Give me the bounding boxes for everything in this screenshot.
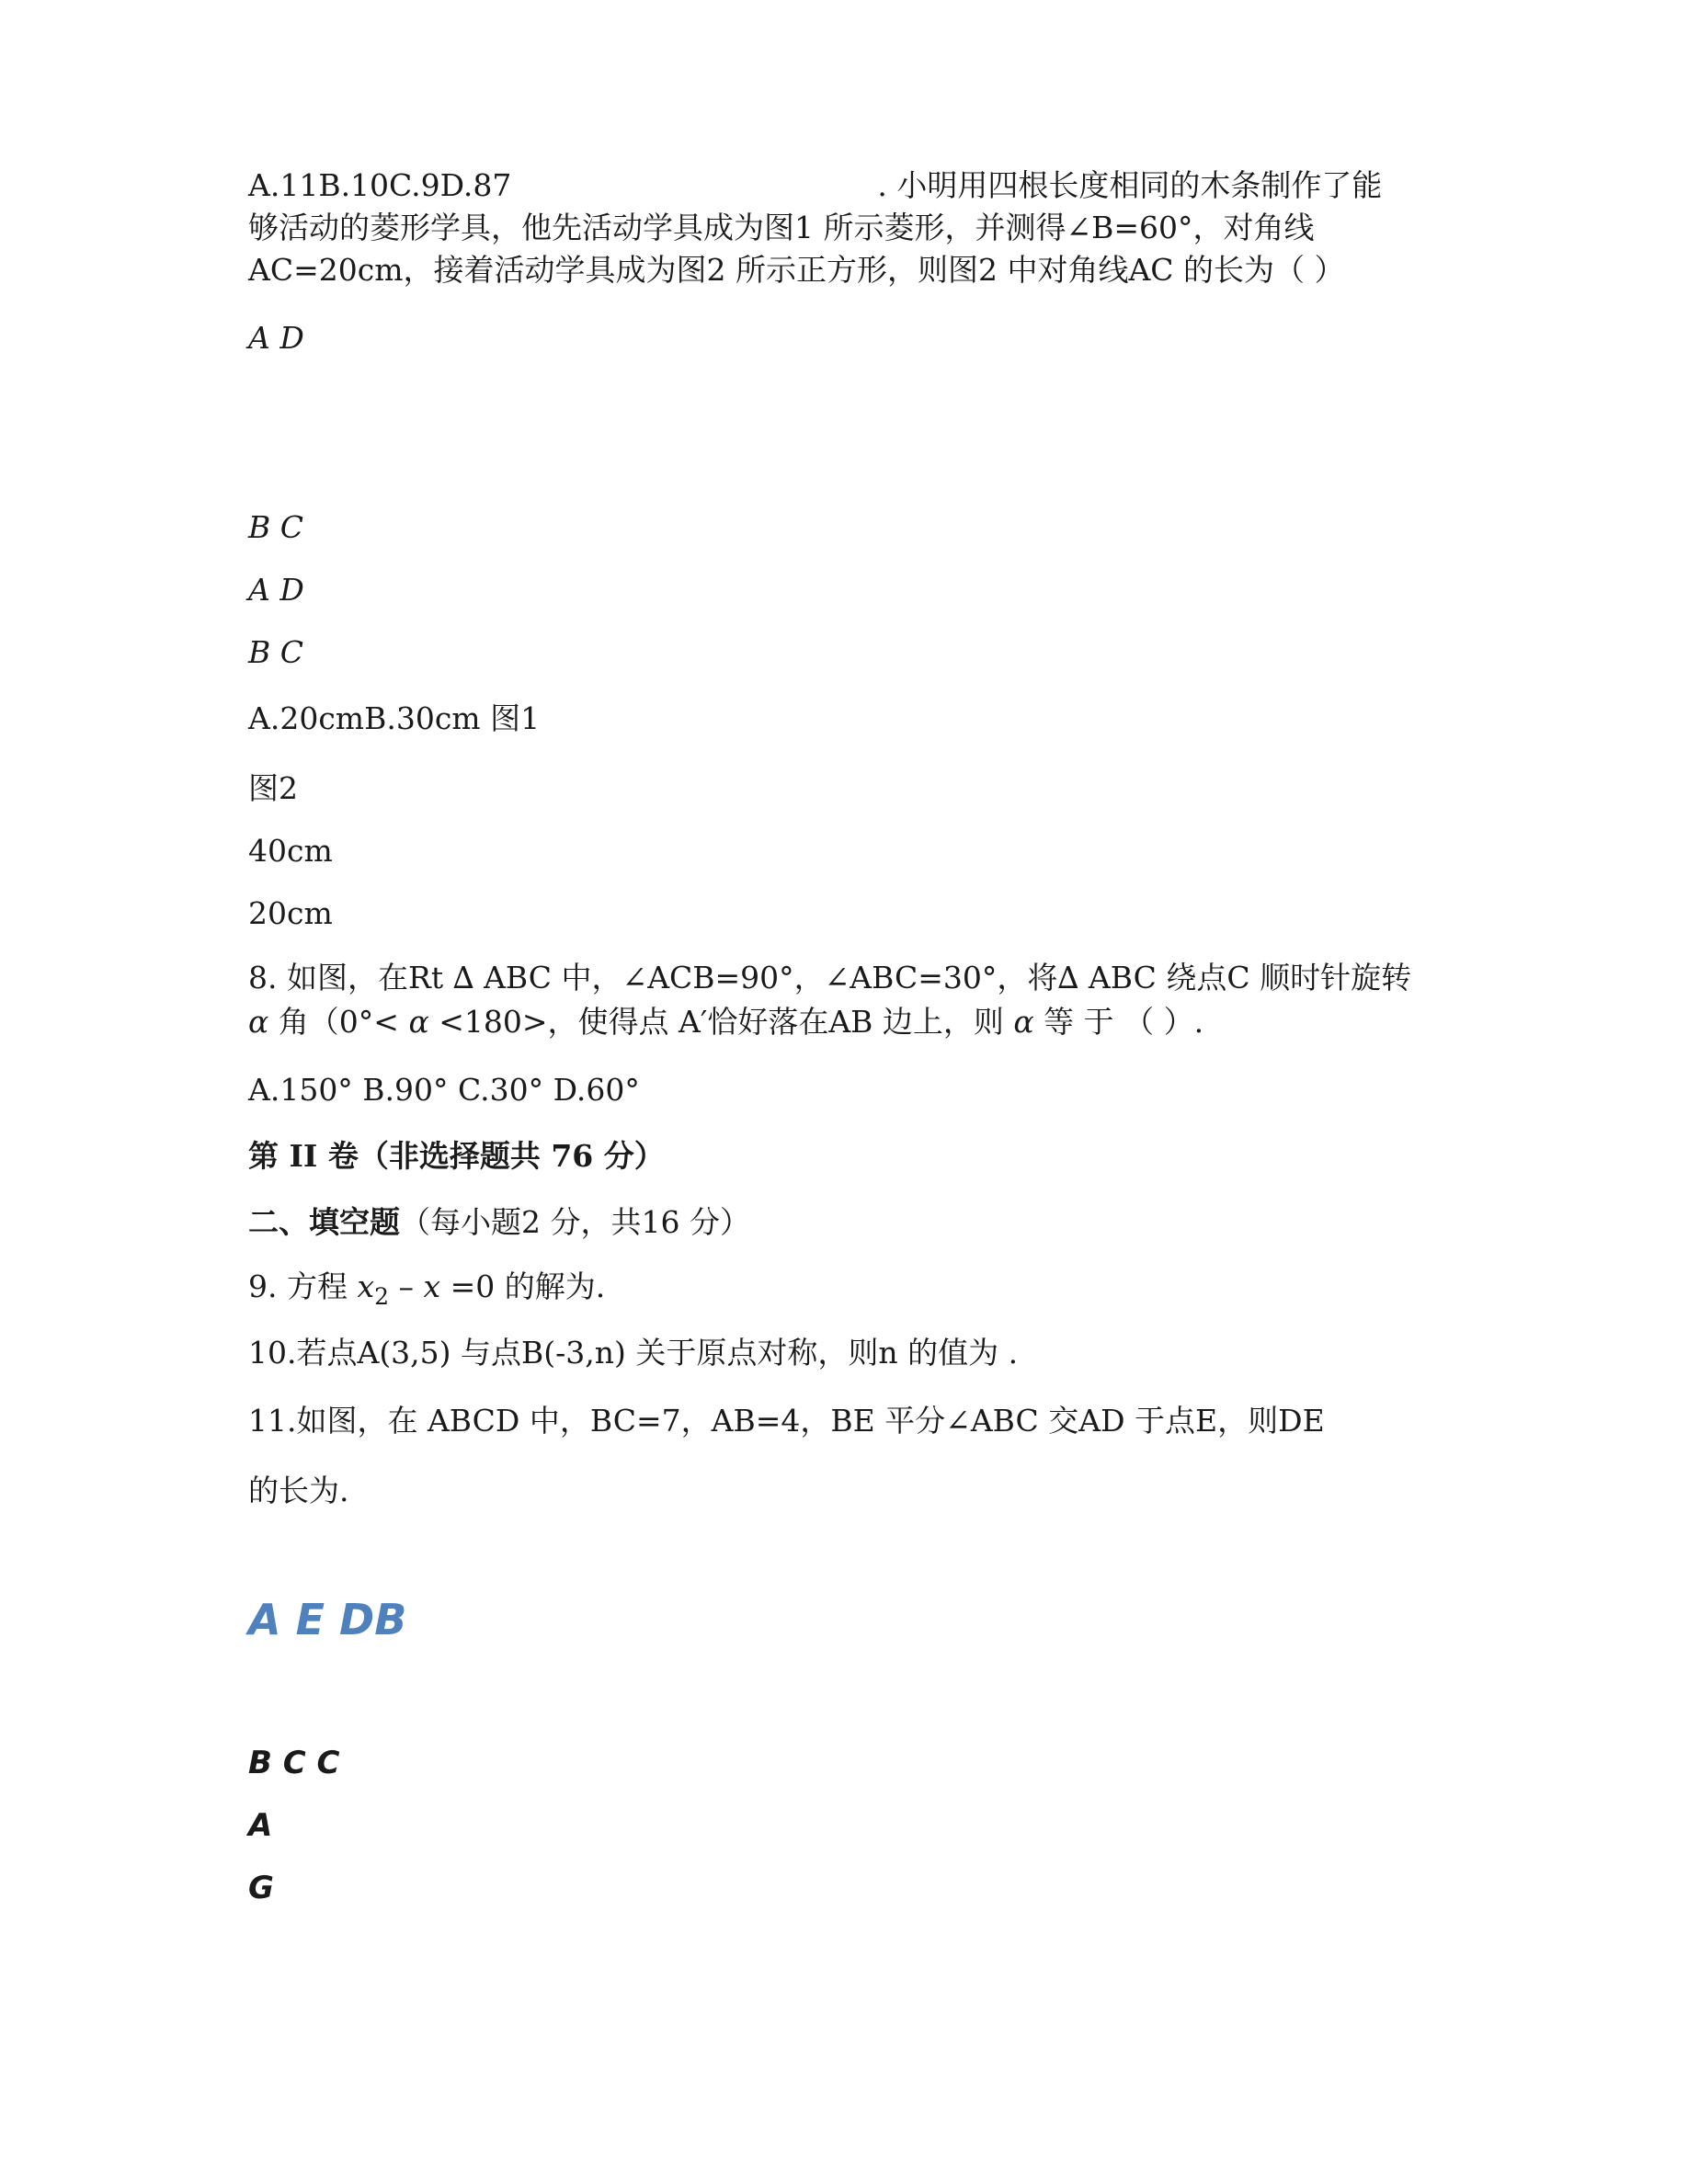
q8-options: A.150° B.90° C.30° D.60° xyxy=(248,1072,640,1108)
q11-line-2: 的长为. xyxy=(248,1473,349,1508)
q7-line-3: AC=20cm，接着活动学具成为图2 所示正方形，则图2 中对角线AC 的长为（ ） xyxy=(248,252,1345,288)
q7-text-1: . 小明用四根长度相同的木条制作了能 xyxy=(877,167,1383,203)
figure-row-3: G xyxy=(248,1870,274,1906)
fill-blank-heading xyxy=(248,1202,750,1243)
q8-line-2 xyxy=(248,1002,1203,1042)
fig1-bottom-labels: B C xyxy=(248,509,303,545)
figure-row-2: A xyxy=(248,1807,273,1844)
q7-line-2: 够活动的菱形学具，他先活动学具成为图1 所示菱形，并测得∠B=60°，对角线 xyxy=(248,210,1315,245)
fill-blank-info: （每小题2 分，共16 分） xyxy=(400,1204,750,1240)
fig2-caption: 图2 xyxy=(248,770,298,806)
fig2-top-labels: A D xyxy=(248,572,304,608)
q9-var: x xyxy=(357,1268,375,1304)
figure-top-labels: A E DB xyxy=(248,1595,407,1644)
q7-option-d: 20cm xyxy=(248,895,333,931)
q7-line-1 xyxy=(248,165,1382,206)
q7-options: A.20cmB.30cm 图1 xyxy=(248,700,541,736)
q7-option-c: 40cm xyxy=(248,833,333,869)
q9-minus: – xyxy=(389,1268,424,1304)
section-title: 第 II 卷（非选择题共 76 分） xyxy=(248,1138,665,1174)
fig2-bottom-labels: B C xyxy=(248,634,303,670)
q9-exponent: 2 xyxy=(374,1283,389,1310)
alpha-symbol: α xyxy=(408,1004,429,1040)
q9-var: x xyxy=(423,1268,441,1304)
q8-text-a: 角（0°< xyxy=(268,1004,409,1040)
q8-text-b: <180>，使得点 A′恰好落在AB 边上，则 xyxy=(428,1004,1014,1040)
q9-prefix: 9. 方程 xyxy=(248,1268,358,1304)
q10: 10.若点A(3,5) 与点B(-3,n) 关于原点对称，则n 的值为 . xyxy=(248,1335,1019,1371)
q11-line-1: 11.如图，在 ABCD 中，BC=7，AB=4，BE 平分∠ABC 交AD 于点E，则DE xyxy=(248,1403,1325,1439)
q9-suffix: =0 的解为. xyxy=(440,1268,606,1304)
fig1-top-labels: A D xyxy=(248,320,304,356)
q9 xyxy=(248,1267,605,1310)
alpha-symbol: α xyxy=(248,1004,269,1040)
figure-row-1: B C C xyxy=(248,1745,340,1781)
fill-blank-label: 二、填空题 xyxy=(248,1204,400,1240)
q8-text-c: 等 于 （ ）. xyxy=(1033,1004,1204,1040)
q8-line-1: 8. 如图，在Rt ∆ ABC 中，∠ACB=90°，∠ABC=30°，将∆ ABC 绕点C 顺时针旋转 xyxy=(248,960,1412,995)
alpha-symbol: α xyxy=(1013,1004,1034,1040)
q6-options: A.11B.10C.9D.87 xyxy=(248,167,512,203)
